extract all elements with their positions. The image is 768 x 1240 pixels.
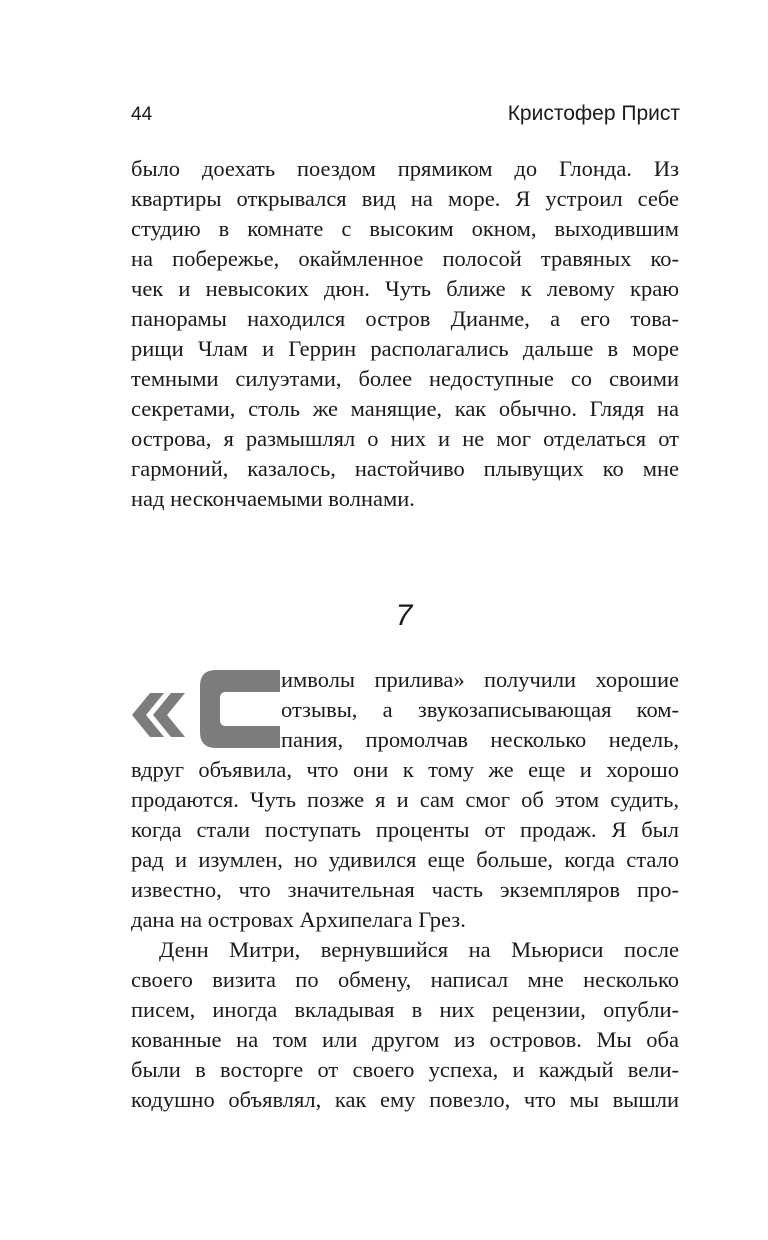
- text-line: Денн Митри, вернувшийся на Мьюриси после: [159, 937, 679, 962]
- text-line: рад и изумлен, но удивился еще больше, когда стало: [131, 847, 679, 872]
- text-line: гармоний, казалось, настойчиво плывущих ко мне: [131, 456, 679, 481]
- text-line: писем, иногда вкладывая в них рецензии, опубли-: [131, 997, 679, 1022]
- running-head-author: Кристофер Прист: [507, 102, 680, 125]
- text-line: секретами, столь же манящие, как обычно. Глядя на: [131, 396, 679, 421]
- text-line: над нескончаемыми волнами.: [131, 486, 415, 511]
- text-line: кованные на том или другом из островов. Мы оба: [131, 1027, 679, 1052]
- text-line: было доехать поездом прямиком до Глонда. Из: [131, 156, 679, 181]
- text-line: чек и невысоких дюн. Чуть ближе к левому краю: [131, 276, 679, 301]
- text-line: вдруг объявила, что они к тому же еще и хорошо: [131, 757, 679, 782]
- text-line: когда стали поступать проценты от продаж. Я был: [131, 817, 679, 842]
- chapter-number: 7: [395, 599, 413, 632]
- text-line: панорамы находился остров Дианме, а его това-: [131, 306, 679, 331]
- text-line: были в восторге от своего успеха, и каждый вели-: [131, 1057, 679, 1082]
- text-line: на побережье, окаймленное полосой травяных ко-: [131, 246, 679, 271]
- text-line: своего визита по обмену, написал мне несколько: [131, 967, 679, 992]
- text-line: имволы прилива» получили хорошие: [281, 667, 679, 692]
- text-line: темными силуэтами, более недоступные со своими: [131, 366, 679, 391]
- text-line: квартиры открывался вид на море. Я устроил себе: [131, 186, 679, 211]
- text-line: дана на островах Архипелага Грез.: [131, 907, 466, 932]
- text-line: острова, я размышлял о них и не мог отделаться от: [131, 426, 679, 451]
- text-line: известно, что значительная часть экземпляров про-: [131, 877, 679, 902]
- text-line: кодушно объявлял, как ему повезло, что мы вышли: [131, 1087, 679, 1112]
- text-line: отзывы, а звукозаписывающая ком-: [281, 697, 679, 722]
- page-number: 44: [131, 104, 153, 125]
- paragraph-continued: [131, 154, 679, 514]
- chapter-body: [131, 665, 679, 1115]
- text-line: пания, промолчав несколько недель,: [281, 727, 679, 752]
- text-line: продаются. Чуть позже я и сам смог об этом судить,: [131, 787, 679, 812]
- text-line: рищи Члам и Геррин располагались дальше в море: [131, 336, 679, 361]
- text-line: студию в комнате с высоким окном, выходившим: [131, 216, 679, 241]
